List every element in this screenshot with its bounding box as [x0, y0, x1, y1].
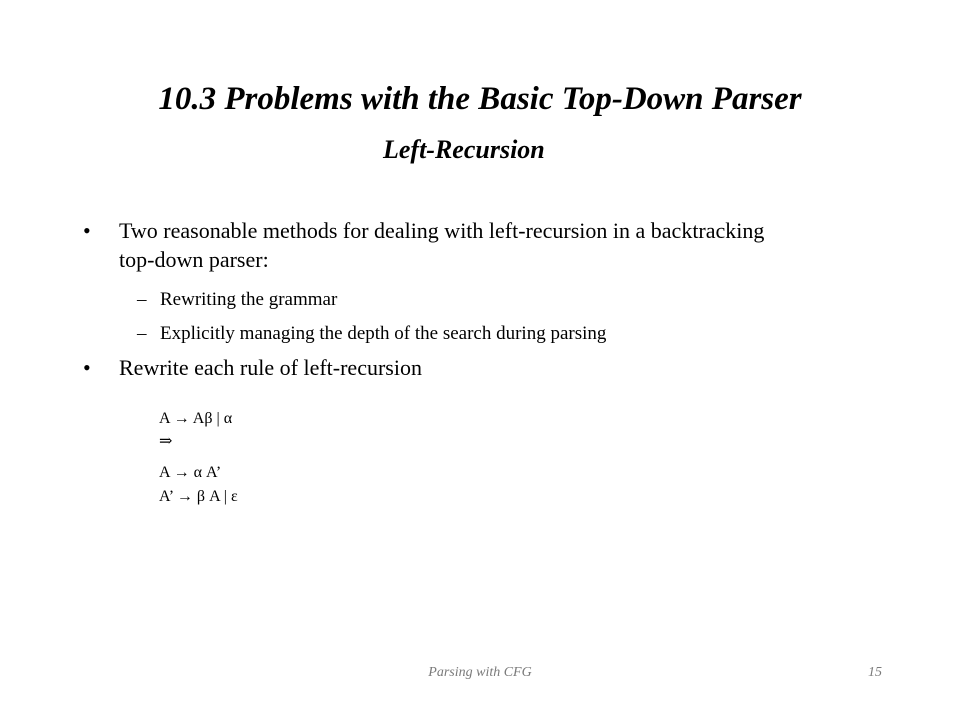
- grammar-rule-rewritten-2: A’ → β A | ε: [159, 488, 238, 505]
- bullet-marker: •: [83, 355, 91, 380]
- bullet-item-methods: [83, 216, 779, 274]
- subitem-managing-depth: [137, 322, 607, 346]
- implies-arrow: ⇒: [159, 433, 173, 450]
- page-number: 15: [868, 665, 882, 680]
- footer-title: Parsing with CFG: [428, 665, 532, 680]
- sub-text: Rewriting the grammar: [160, 289, 338, 310]
- grammar-rule-original: A → Aβ | α: [159, 410, 233, 427]
- sub-marker: –: [137, 289, 147, 310]
- grammar-rule-rewritten-1: A → α A’: [159, 464, 222, 481]
- slide-subtitle: Left-Recursion: [383, 135, 545, 164]
- slide-title: 10.3 Problems with the Basic Top-Down Parser: [158, 81, 802, 117]
- bullet-marker: •: [83, 218, 91, 243]
- subitem-rewriting-grammar: [137, 288, 338, 312]
- bullet-text: Two reasonable methods for dealing with left-recursion in a backtracking top-down parser:: [119, 218, 765, 272]
- bullet-item-rewrite: [83, 353, 779, 382]
- bullet-text: Rewrite each rule of left-recursion: [119, 355, 422, 380]
- sub-marker: –: [137, 323, 147, 344]
- sub-text: Explicitly managing the depth of the search during parsing: [160, 323, 607, 344]
